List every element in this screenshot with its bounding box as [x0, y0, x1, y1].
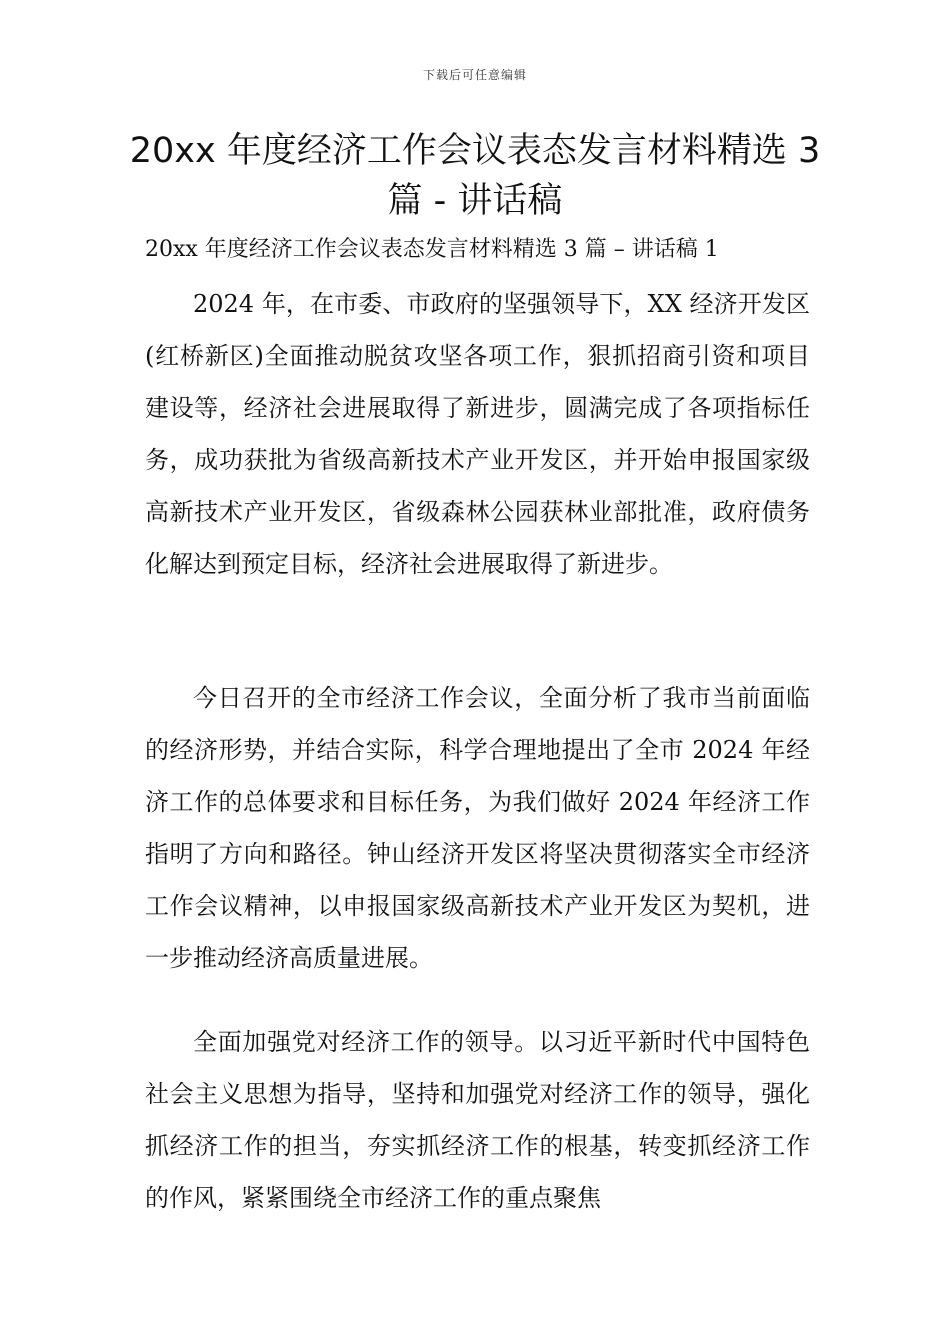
document-title: 20xx 年度经济工作会议表态发言材料精选 3 篇 - 讲话稿: [129, 131, 821, 221]
paragraph-1: 2024 年，在市委、市政府的坚强领导下，XX 经济开发区(红桥新区)全面推动脱贫攻坚各项工作，狠抓招商引资和项目建设等，经济社会进展取得了新进步，圆满完成了各项指标任务，成功获批为省级高新技术产业开发区，并开始申报国家级高新技术产业开发区，省级森林公园获林业部批准，政府债务化解达到预定目标，经济社会进展取得了新进步。: [145, 290, 810, 578]
paragraph-2: 今日召开的全市经济工作会议，全面分析了我市当前面临的经济形势，并结合实际，科学合理地提出了全市 2024 年经济工作的总体要求和目标任务，为我们做好 2024 年经济工作指明了方向和路径。钟山经济开发区将坚决贯彻落实全市经济工作会议精神，以申报国家级高新技术产业开发区为契机，进一步推动经济高质量进展。: [145, 684, 810, 972]
paragraph-3: 全面加强党对经济工作的领导。以习近平新时代中国特色社会主义思想为指导，坚持和加强党对经济工作的领导，强化抓经济工作的担当，夯实抓经济工作的根基，转变抓经济工作的作风，紧紧围绕全市经济工作的重点聚焦: [145, 1028, 810, 1212]
document-subtitle: 20xx 年度经济工作会议表态发言材料精选 3 篇 – 讲话稿 1: [145, 237, 719, 262]
header-note: 下载后可任意编辑: [422, 68, 527, 82]
